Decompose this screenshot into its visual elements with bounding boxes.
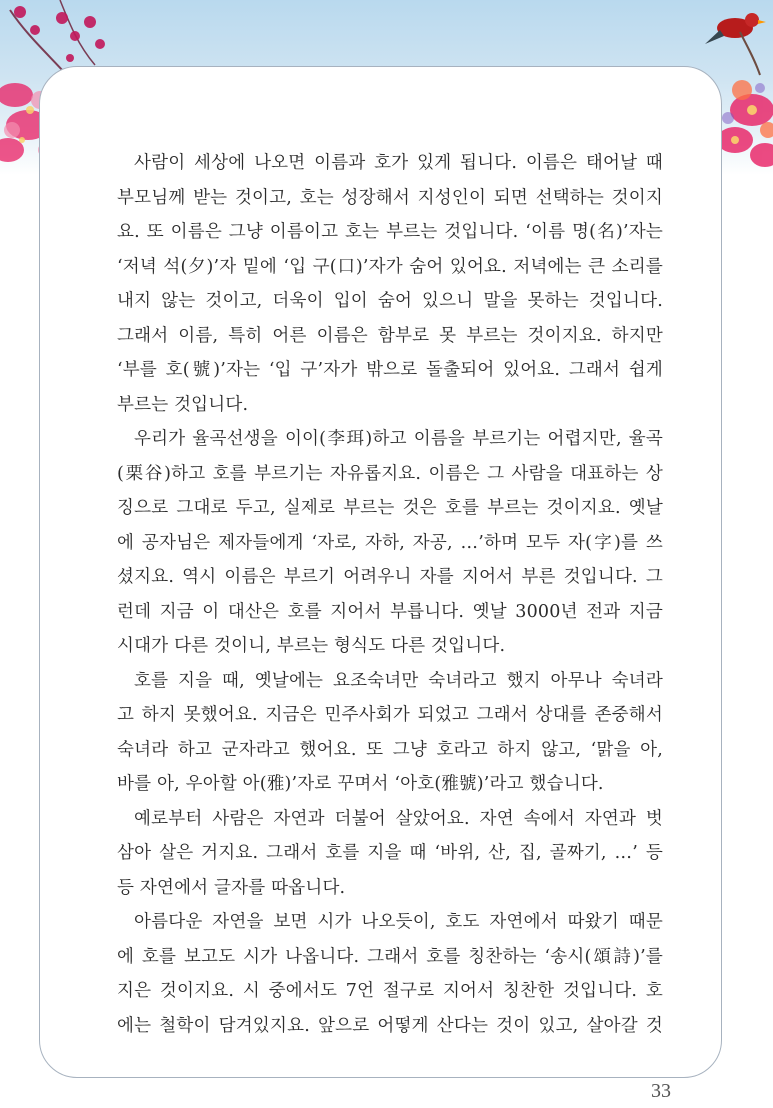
text-line: ‘저녁 석(夕)’자 밑에 ‘입 구(口)’자가 숨어 있어요. 저녁에는 큰 소리를 xyxy=(117,256,663,277)
text-line: 삼아 살은 거지요. 그래서 호를 지을 때 ‘바위, 산, 집, 골짜기, …’ 등 xyxy=(117,843,663,863)
text-line: 예로부터 사람은 자연과 더불어 살았어요. 자연 속에서 자연과 벗 xyxy=(134,808,663,829)
text-line: 런데 지금 이 대산은 호를 지어서 부릅니다. 옛날 3000년 전과 지금 xyxy=(117,601,663,622)
text-line: 호를 지을 때, 옛날에는 요조숙녀만 숙녀라고 했지 아무나 숙녀라 xyxy=(134,670,663,691)
text-line: 에 호를 보고도 시가 나옵니다. 그래서 호를 칭찬하는 ‘송시(頌詩)’를 xyxy=(117,946,663,967)
text-line: 부르는 것입니다. xyxy=(117,394,249,415)
text-line: ‘부를 호(號)’자는 ‘입 구’자가 밖으로 돌출되어 있어요. 그래서 쉽게 xyxy=(117,360,663,380)
text-line: 아름다운 자연을 보면 시가 나오듯이, 호도 자연에서 따왔기 때문 xyxy=(134,912,663,932)
text-line: 부모님께 받는 것이고, 호는 성장해서 지성인이 되면 선택하는 것이지 xyxy=(117,187,663,208)
text-line: 에 공자님은 제자들에게 ‘자로, 자하, 자공, …’하며 모두 자(字)를 쓰 xyxy=(117,532,663,553)
body-text xyxy=(117,146,663,1043)
text-line: 에는 철학이 담겨있지요. 앞으로 어떻게 산다는 것이 있고, 살아갈 것 xyxy=(117,1015,663,1036)
page-number: 33 xyxy=(651,1080,671,1102)
text-line: 내지 않는 것이고, 더욱이 입이 숨어 있으니 말을 못하는 것입니다. xyxy=(117,291,663,311)
text-line: 시대가 다른 것이니, 부르는 형식도 다른 것입니다. xyxy=(117,636,506,656)
text-line: 바를 아, 우아할 아(雅)’자로 꾸며서 ‘아호(雅號)’라고 했습니다. xyxy=(117,774,604,794)
text-line: 셨지요. 역시 이름은 부르기 어려우니 자를 지어서 부른 것입니다. 그 xyxy=(117,567,663,587)
text-line: 지은 것이지요. 시 중에서도 7언 절구로 지어서 칭찬한 것입니다. 호 xyxy=(117,981,663,1001)
text-line: 요. 또 이름은 그냥 이름이고 호는 부르는 것입니다. ‘이름 명(名)’자는 xyxy=(117,222,663,242)
text-line: 등 자연에서 글자를 따옵니다. xyxy=(117,877,346,898)
text-line: 징으로 그대로 두고, 실제로 부르는 것은 호를 부르는 것이지요. 옛날 xyxy=(117,498,663,518)
text-line: 고 하지 못했어요. 지금은 민주사회가 되었고 그래서 상대를 존중해서 xyxy=(117,705,663,725)
text-line: 그래서 이름, 특히 어른 이름은 함부로 못 부르는 것이지요. 하지만 xyxy=(117,325,663,346)
text-line: 사람이 세상에 나오면 이름과 호가 있게 됩니다. 이름은 태어날 때 xyxy=(134,153,663,173)
text-line: 숙녀라 하고 군자라고 했어요. 또 그냥 호라고 하지 않고, ‘맑을 아, xyxy=(117,739,663,760)
text-line: 우리가 율곡선생을 이이(李珥)하고 이름을 부르기는 어렵지만, 율곡 xyxy=(134,429,663,449)
text-line: (栗谷)하고 호를 부르기는 자유롭지요. 이름은 그 사람을 대표하는 상 xyxy=(117,463,663,484)
